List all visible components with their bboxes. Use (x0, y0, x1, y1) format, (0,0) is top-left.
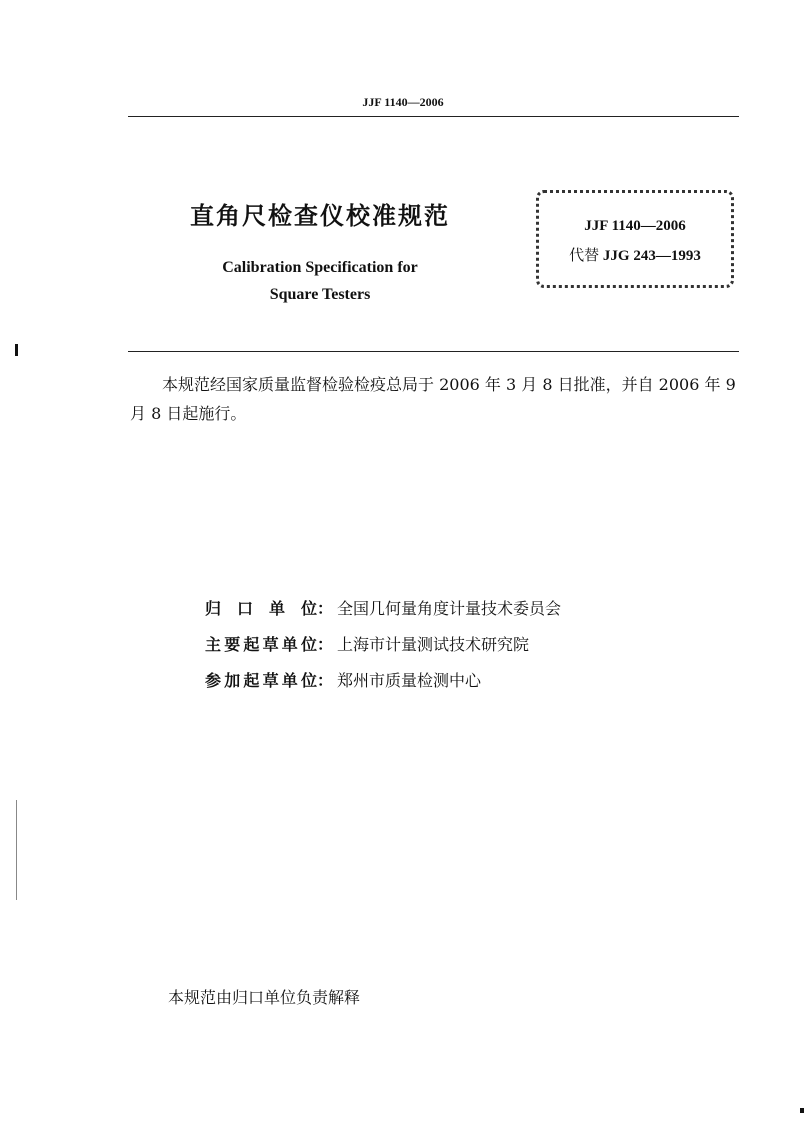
org-value: 全国几何量角度计量技术委员会 (337, 599, 562, 618)
replaced-code: JJG 243—1993 (602, 248, 701, 264)
approval-statement: 本规范经国家质量监督检验检疫总局于 2006 年 3 月 8 日批准，并自 2006 年 9 月 8 日起施行。 (130, 375, 736, 423)
scan-artifact-line (16, 800, 17, 900)
title-english-line1: Calibration Specification for (222, 259, 418, 276)
title-chinese: 直角尺检查仪校准规范 (190, 202, 450, 230)
org-value: 郑州市质量检测中心 (337, 671, 482, 690)
replaced-standard (536, 244, 734, 265)
title-english-line2: Square Testers (269, 286, 371, 303)
org-row-participating-drafter (205, 668, 481, 691)
scan-artifact-mark (15, 344, 18, 356)
scan-artifact-dot (800, 1108, 804, 1113)
org-colon: ： (317, 635, 334, 654)
org-label: 主要起草单位 (205, 635, 317, 654)
org-value: 上海市计量测试技术研究院 (337, 635, 530, 654)
interpretation-note: 本规范由归口单位负责解释 (168, 988, 361, 1007)
org-label: 参加起草单位 (205, 671, 317, 690)
standard-code: JJF 1140—2006 (584, 218, 686, 234)
org-row-main-drafter (205, 632, 529, 655)
standard-code-box (536, 190, 734, 288)
org-label: 归口单位 (205, 599, 317, 618)
header-standard-code: JJF 1140—2006 (362, 95, 444, 109)
org-row-responsible (205, 596, 561, 619)
section-rule (128, 351, 739, 352)
org-colon: ： (317, 599, 334, 618)
replace-label: 代替 (569, 246, 600, 264)
header-rule (128, 116, 739, 117)
org-colon: ： (317, 671, 334, 690)
